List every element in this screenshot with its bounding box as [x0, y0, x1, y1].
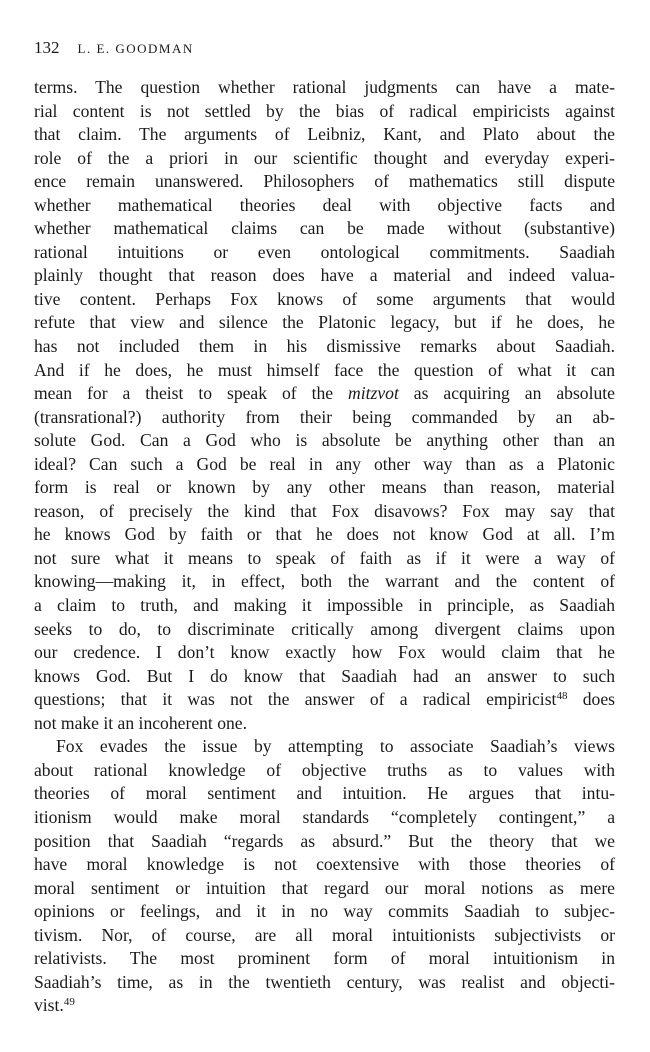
text-line: Saadiah’s time, as in the twentieth century, was realist and objecti-	[34, 971, 615, 992]
text-line: reason, of precisely the kind that Fox disavows? Fox may say that	[34, 500, 615, 521]
text-line: position that Saadiah “regards as absurd.” But the theory that we	[34, 830, 615, 851]
body-text	[34, 76, 615, 1018]
text-line: relativists. The most prominent form of moral intuitionism in	[34, 948, 615, 969]
paragraph-2	[34, 735, 615, 1018]
footnote-ref-48: 48	[556, 690, 568, 703]
text-run: does	[567, 689, 615, 710]
text-line: he knows God by faith or that he does not know God at all. I’m	[34, 524, 615, 545]
text-line: And if he does, he must himself face the question of what it can	[34, 359, 615, 380]
text-line: rial content is not settled by the bias of radical empiricists against	[34, 100, 615, 121]
paragraph-1	[34, 76, 615, 735]
text-line: knows God. But I do know that Saadiah had an answer to such	[34, 665, 615, 686]
text-line: have moral knowledge is not coextensive with those theories of	[34, 854, 615, 875]
text-line: role of the a priori in our scientific thought and everyday experi-	[34, 147, 615, 168]
text-line: (transrational?) authority from their being commanded by an ab-	[34, 406, 615, 427]
running-head-author: L. E. GOODMAN	[77, 41, 194, 56]
text-line: about rational knowledge of objective truths as to values with	[34, 759, 615, 780]
text-line: tivism. Nor, of course, are all moral intuitionists subjectivists or	[34, 924, 615, 945]
text-line: ideal? Can such a God be real in any other way than as a Platonic	[34, 453, 615, 474]
text-line: whether mathematical theories deal with objective facts and	[34, 194, 615, 215]
text-line: moral sentiment or intuition that regard our moral notions as mere	[34, 877, 615, 898]
text-line: our credence. I don’t know exactly how Fox would claim that he	[34, 642, 615, 663]
text-line: itionism would make moral standards “completely contingent,” a	[34, 806, 615, 827]
text-line: a claim to truth, and making it impossible in principle, as Saadiah	[34, 595, 615, 616]
text-line: solute God. Can a God who is absolute be anything other than an	[34, 430, 615, 451]
text-run: as acquiring an absolute	[398, 383, 615, 404]
text-line: has not included them in his dismissive remarks about Saadiah.	[34, 336, 615, 357]
text-line: rational intuitions or even ontological commitments. Saadiah	[34, 241, 615, 262]
text-run: mean for a theist to speak of the	[34, 383, 349, 404]
text-line: opinions or feelings, and it in no way commits Saadiah to subjec-	[34, 901, 615, 922]
text-line: tive content. Perhaps Fox knows of some arguments that would	[34, 288, 615, 309]
book-page	[34, 38, 615, 1018]
text-line: whether mathematical claims can be made without (substantive)	[34, 218, 615, 239]
text-line: plainly thought that reason does have a material and indeed valua-	[34, 265, 615, 286]
footnote-ref-49: 49	[63, 996, 75, 1009]
text-line	[34, 688, 615, 712]
text-run: questions; that it was not the answer of a radical empiricist	[34, 689, 557, 710]
text-line: refute that view and silence the Platonic legacy, but if he does, he	[34, 312, 615, 333]
text-line	[34, 382, 615, 406]
text-line: theories of moral sentiment and intuition. He argues that intu-	[34, 783, 615, 804]
page-number: 132	[34, 38, 60, 57]
text-line: ence remain unanswered. Philosophers of mathematics still dispute	[34, 171, 615, 192]
italic-term: mitzvot	[348, 383, 399, 404]
text-line	[34, 994, 615, 1018]
text-line: seeks to do, to discriminate critically among divergent claims upon	[34, 618, 615, 639]
text-line: terms. The question whether rational judgments can have a mate-	[34, 77, 615, 97]
text-line: Fox evades the issue by attempting to associate Saadiah’s views	[56, 736, 615, 757]
text-line: not make it an incoherent one.	[34, 712, 248, 733]
text-line: form is real or known by any other means than reason, material	[34, 477, 615, 498]
text-line: not sure what it means to speak of faith as if it were a way of	[34, 547, 615, 568]
text-line: that claim. The arguments of Leibniz, Kant, and Plato about the	[34, 124, 615, 145]
text-run: vist.	[34, 995, 64, 1016]
running-head	[34, 38, 615, 62]
text-line: knowing—making it, in effect, both the warrant and the content of	[34, 571, 615, 592]
